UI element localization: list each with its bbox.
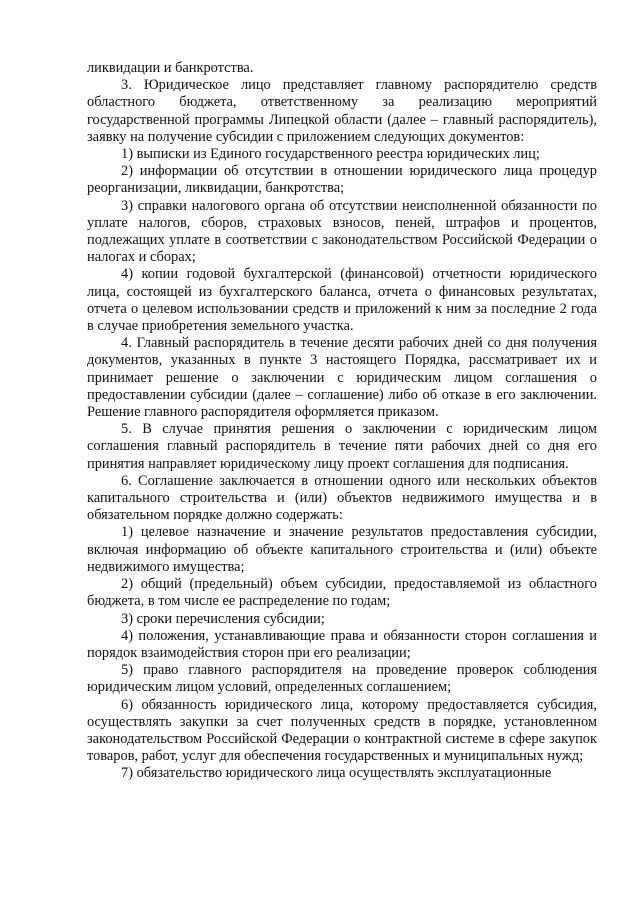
paragraph-4: 3) справки налогового органа об отсутствии неисполненной обязанности по уплате налогов, сборов, страховых взносов, пеней, штрафов и процентов, подлежащих уплате в соответствии с законодательством Российской Федерации о налогах и сборах; (87, 197, 597, 266)
paragraph-1: 3. Юридическое лицо представляет главному распорядителю средств областного бюджета, ответственному за реализацию мероприятий государственной программы Липецкой области (далее – главный распорядитель), заявку на получение субсидии с приложением следующих документов: (87, 77, 597, 145)
paragraph-2: 1) выписки из Единого государственного реестра юридических лиц; (121, 146, 540, 163)
paragraph-3: 2) информации об отсутствии в отношении юридического лица процедур реорганизации, ликвидации, банкротства; (87, 163, 597, 197)
paragraph-8: 6. Соглашение заключается в отношении одного или нескольких объектов капитального строительства и (или) объектов недвижимого имущества и в обязательном порядке должно содержать: (87, 472, 597, 524)
paragraph-7: 5. В случае принятия решения о заключении с юридическим лицом соглашения главный распорядитель в течение пяти рабочих дней со дня его принятия направляет юридическому лицу проект соглашения для подписания. (87, 421, 597, 472)
paragraph-10: 2) общий (предельный) объем субсидии, предоставляемой из областного бюджета, в том числе ее распределение по годам; (87, 576, 597, 610)
paragraph-12: 4) положения, устанавливающие права и обязанности сторон соглашения и порядок взаимодействия сторон при его реализации; (87, 627, 597, 661)
paragraph-5: 4) копии годовой бухгалтерской (финансовой) отчетности юридического лица, состоящей из бухгалтерского баланса, отчета о финансовых результатах, отчета о целевом использовании средств и приложений к ним за последние 2 года в случае приобретения земельного участка. (87, 266, 597, 335)
paragraph-11: 3) сроки перечисления субсидии; (121, 610, 325, 627)
document-body (87, 60, 597, 783)
paragraph-15: 7) обязательство юридического лица осуществлять эксплуатационные (121, 765, 552, 782)
paragraph-6: 4. Главный распорядитель в течение десяти рабочих дней со дня получения документов, указанных в пункте 3 настоящего Порядка, рассматривает их и принимает решение о заключении с юридическим лицом соглашения о предоставлении субсидии (далее – соглашение) либо об отказе в его заключении. Решение главного распорядителя оформляется приказом. (87, 335, 597, 421)
paragraph-0: ликвидации и банкротства. (87, 60, 254, 76)
paragraph-14: 6) обязанность юридического лица, которому предоставляется субсидия, осуществлять закупки за счет полученных средств в порядке, установленном законодательством Российской Федерации о контрактной системе в сфере закупок товаров, работ, услуг для обеспечения государственных и муниципальных нужд; (87, 696, 597, 765)
paragraph-13: 5) право главного распорядителя на проведение проверок соблюдения юридическим лицом условий, определенных соглашением; (87, 662, 597, 696)
paragraph-9: 1) целевое назначение и значение результатов предоставления субсидии, включая информацию об объекте капитального строительства и (или) объекте недвижимого имущества; (87, 524, 597, 575)
